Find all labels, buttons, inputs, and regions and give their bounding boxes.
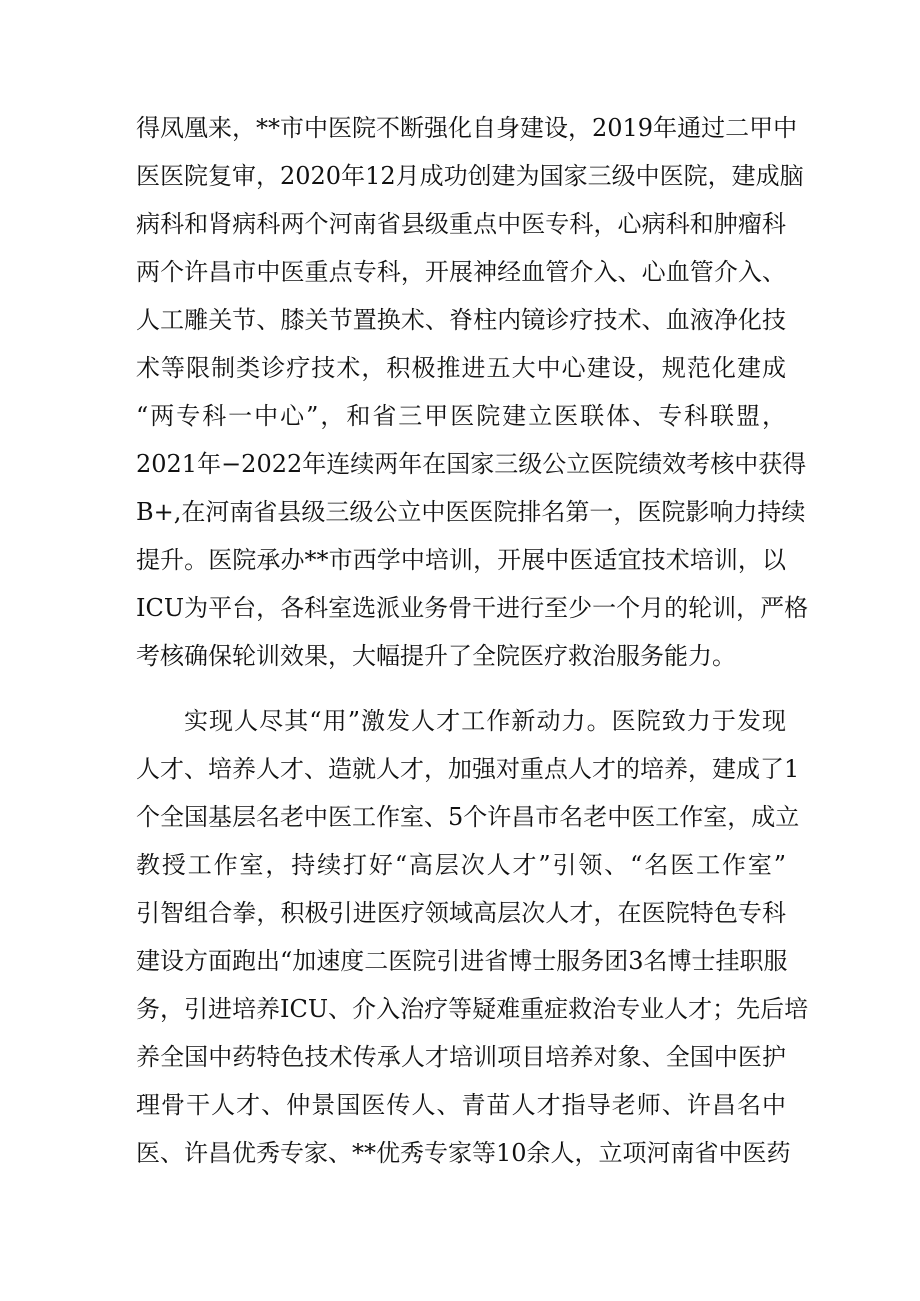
paragraph-hospital-construction xyxy=(136,104,809,680)
text-line: 两个许昌市中医重点专科，开展神经血管介入、心血管介入、 xyxy=(136,258,786,286)
text-line: B+,在河南省县级三级公立中医医院排名第一，医院影响力持续 xyxy=(136,498,806,526)
text-line: 理骨干人才、仲景国医传人、青苗人才指导老师、许昌名中 xyxy=(136,1091,786,1119)
text-line: 养全国中药特色技术传承人才培训项目培养对象、全国中医护 xyxy=(136,1043,786,1071)
text-line: 人才、培养人才、造就人才，加强对重点人才的培养，建成了1 xyxy=(136,755,800,783)
text-line: 术等限制类诊疗技术，积极推进五大中心建设，规范化建成 xyxy=(136,354,786,382)
text-line: 个全国基层名老中医工作室、5个许昌市名老中医工作室，成立 xyxy=(136,803,800,831)
text-line: 病科和肾病科两个河南省县级重点中医专科，心病科和肿瘤科 xyxy=(136,210,786,238)
text-line: “两专科一中心”，和省三甲医院建立医联体、专科联盟， xyxy=(136,402,786,430)
text-line: 2021年−2022年连续两年在国家三级公立医院绩效考核中获得 xyxy=(136,450,807,478)
text-line: 医、许昌优秀专家、**优秀专家等10余人，立项河南省中医药 xyxy=(136,1139,791,1167)
text-line: 考核确保轮训效果，大幅提升了全院医疗救治服务能力。 xyxy=(136,642,736,670)
text-line: 务，引进培养ICU、介入治疗等疑难重症救治专业人才；先后培 xyxy=(136,995,809,1023)
paragraph-talent-work xyxy=(136,697,809,1177)
text-line: 人工雕关节、膝关节置换术、脊柱内镜诊疗技术、血液净化技 xyxy=(136,306,786,334)
text-line: 得凤凰来，**市中医院不断强化自身建设，2019年通过二甲中 xyxy=(136,114,798,142)
text-line: 实现人尽其“用”激发人才工作新动力。医院致力于发现 xyxy=(184,707,786,735)
text-line: 教授工作室，持续打好“高层次人才”引领、“名医工作室” xyxy=(136,851,786,879)
text-line: ICU为平台，各科室选派业务骨干进行至少一个月的轮训，严格 xyxy=(136,594,809,622)
text-line: 建设方面跑出“加速度二医院引进省博士服务团3名博士挂职服 xyxy=(136,947,788,975)
text-line: 医医院复审，2020年12月成功创建为国家三级中医院，建成脑 xyxy=(136,162,804,190)
text-line: 引智组合拳，积极引进医疗领域高层次人才，在医院特色专科 xyxy=(136,899,786,927)
text-line: 提升。医院承办**市西学中培训，开展中医适宜技术培训，以 xyxy=(136,546,786,574)
